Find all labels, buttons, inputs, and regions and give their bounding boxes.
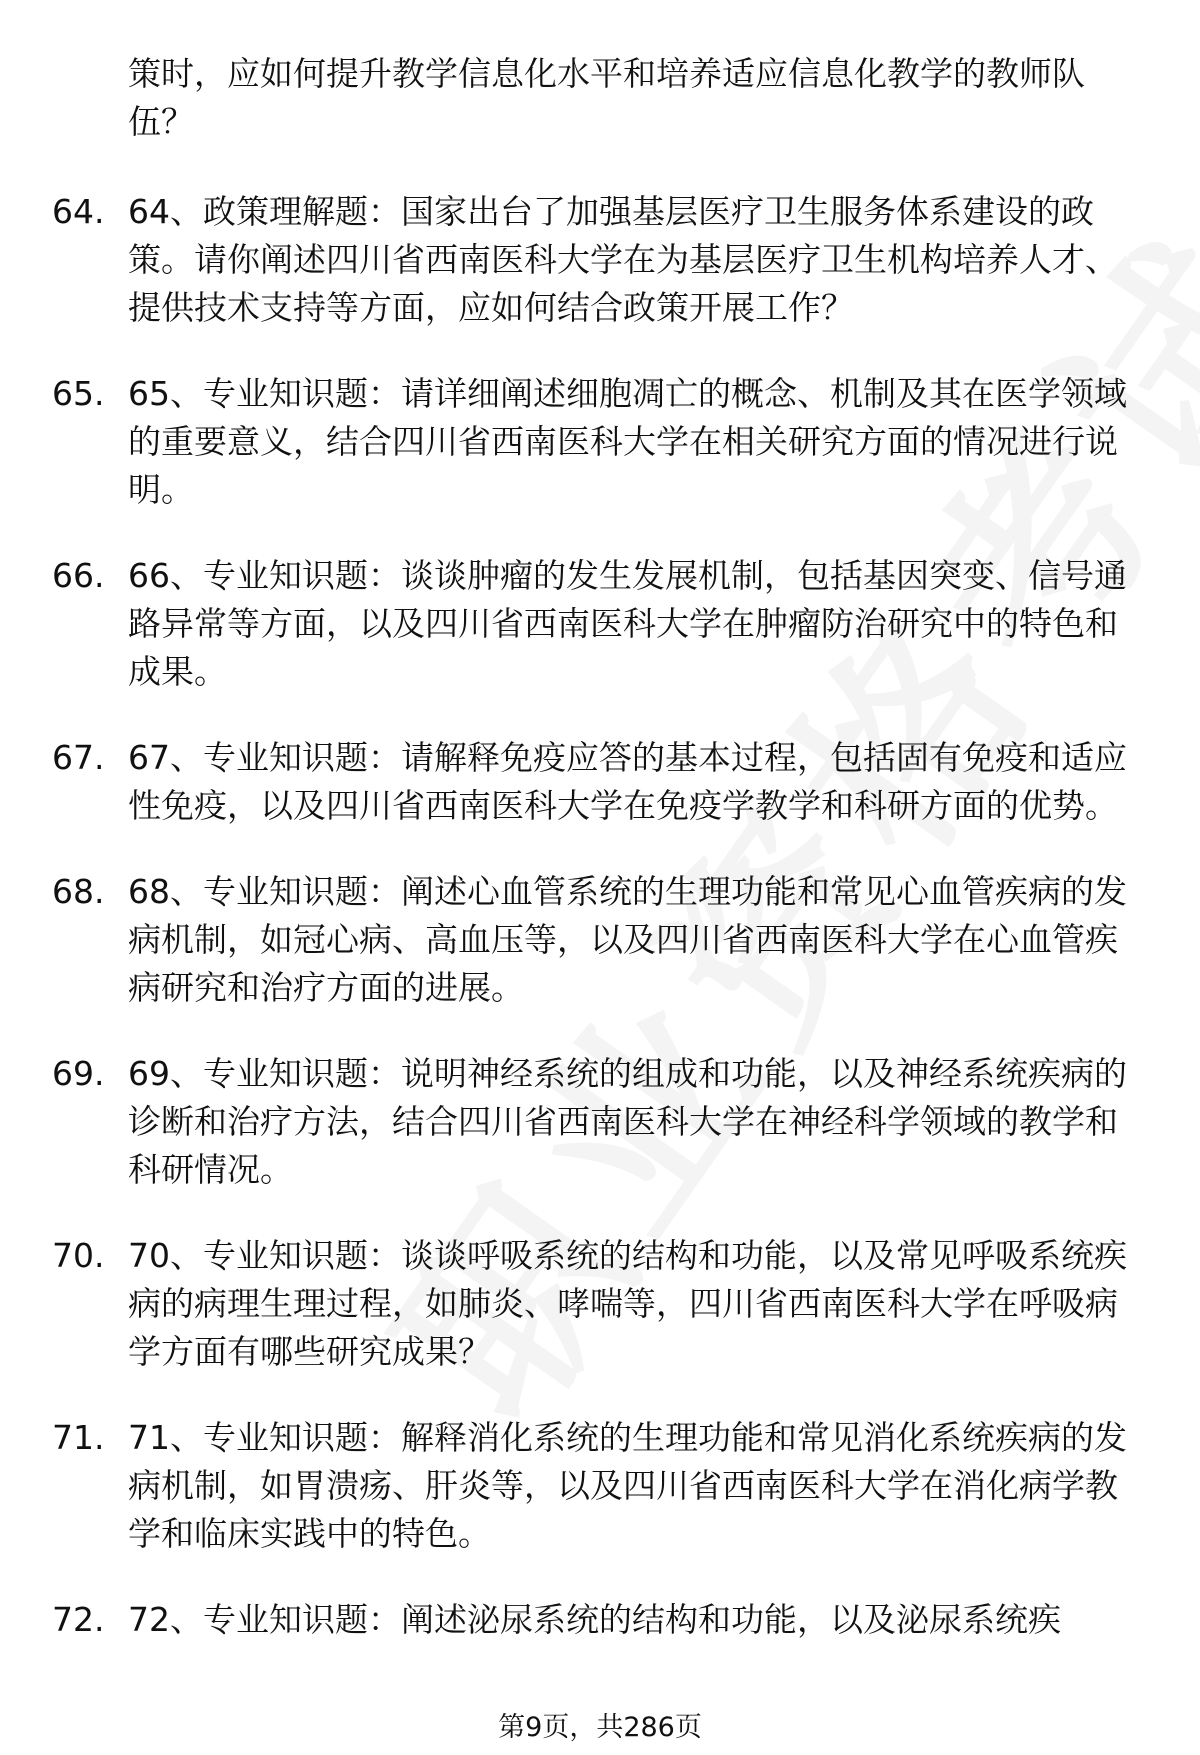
list-number: 64. [52, 192, 105, 231]
list-number: 72. [52, 1600, 105, 1639]
list-number: 71. [52, 1418, 105, 1457]
question-text: 68、专业知识题：阐述心血管系统的生理功能和常见心血管疾病的发病机制，如冠心病、高血压等，以及四川省西南医科大学在心血管疾病研究和治疗方面的进展。 [128, 872, 1127, 1007]
list-number: 65. [52, 374, 105, 413]
list-item [0, 188, 1200, 332]
question-text: 71、专业知识题：解释消化系统的生理功能和常见消化系统疾病的发病机制，如胃溃疡、肝炎等，以及四川省西南医科大学在消化病学教学和临床实践中的特色。 [128, 1418, 1127, 1553]
document-body [0, 50, 1200, 1682]
list-number: 67. [52, 738, 105, 777]
question-text: 66、专业知识题：谈谈肿瘤的发生发展机制，包括基因突变、信号通路异常等方面，以及四川省西南医科大学在肿瘤防治研究中的特色和成果。 [128, 556, 1127, 691]
list-number: 66. [52, 556, 105, 595]
question-text: 69、专业知识题：说明神经系统的组成和功能，以及神经系统疾病的诊断和治疗方法，结合四川省西南医科大学在神经科学领域的教学和科研情况。 [128, 1054, 1127, 1189]
list-number: 70. [52, 1236, 105, 1275]
list-item [0, 370, 1200, 514]
list-item [0, 552, 1200, 696]
list-number: 68. [52, 872, 105, 911]
page-footer: 第9页，共286页 [498, 1712, 702, 1743]
question-text: 67、专业知识题：请解释免疫应答的基本过程，包括固有免疫和适应性免疫，以及四川省西南医科大学在免疫学教学和科研方面的优势。 [128, 738, 1127, 825]
list-item [0, 868, 1200, 1012]
continuation-text: 策时，应如何提升教学信息化水平和培养适应信息化教学的教师队伍？ [128, 54, 1085, 141]
question-text: 65、专业知识题：请详细阐述细胞凋亡的概念、机制及其在医学领域的重要意义，结合四川省西南医科大学在相关研究方面的情况进行说明。 [128, 374, 1127, 509]
question-list [0, 188, 1200, 1644]
list-item [0, 1596, 1200, 1644]
question-text: 70、专业知识题：谈谈呼吸系统的结构和功能，以及常见呼吸系统疾病的病理生理过程，如肺炎、哮喘等，四川省西南医科大学在呼吸病学方面有哪些研究成果？ [128, 1236, 1127, 1371]
list-item [0, 734, 1200, 830]
list-number: 69. [52, 1054, 105, 1093]
list-item [0, 1232, 1200, 1376]
list-item [0, 1414, 1200, 1558]
list-item [0, 1050, 1200, 1194]
question-text: 64、政策理解题：国家出台了加强基层医疗卫生服务体系建设的政策。请你阐述四川省西南医科大学在为基层医疗卫生机构培养人才、提供技术支持等方面，应如何结合政策开展工作？ [128, 192, 1118, 327]
question-text: 72、专业知识题：阐述泌尿系统的结构和功能，以及泌尿系统疾 [128, 1600, 1061, 1639]
